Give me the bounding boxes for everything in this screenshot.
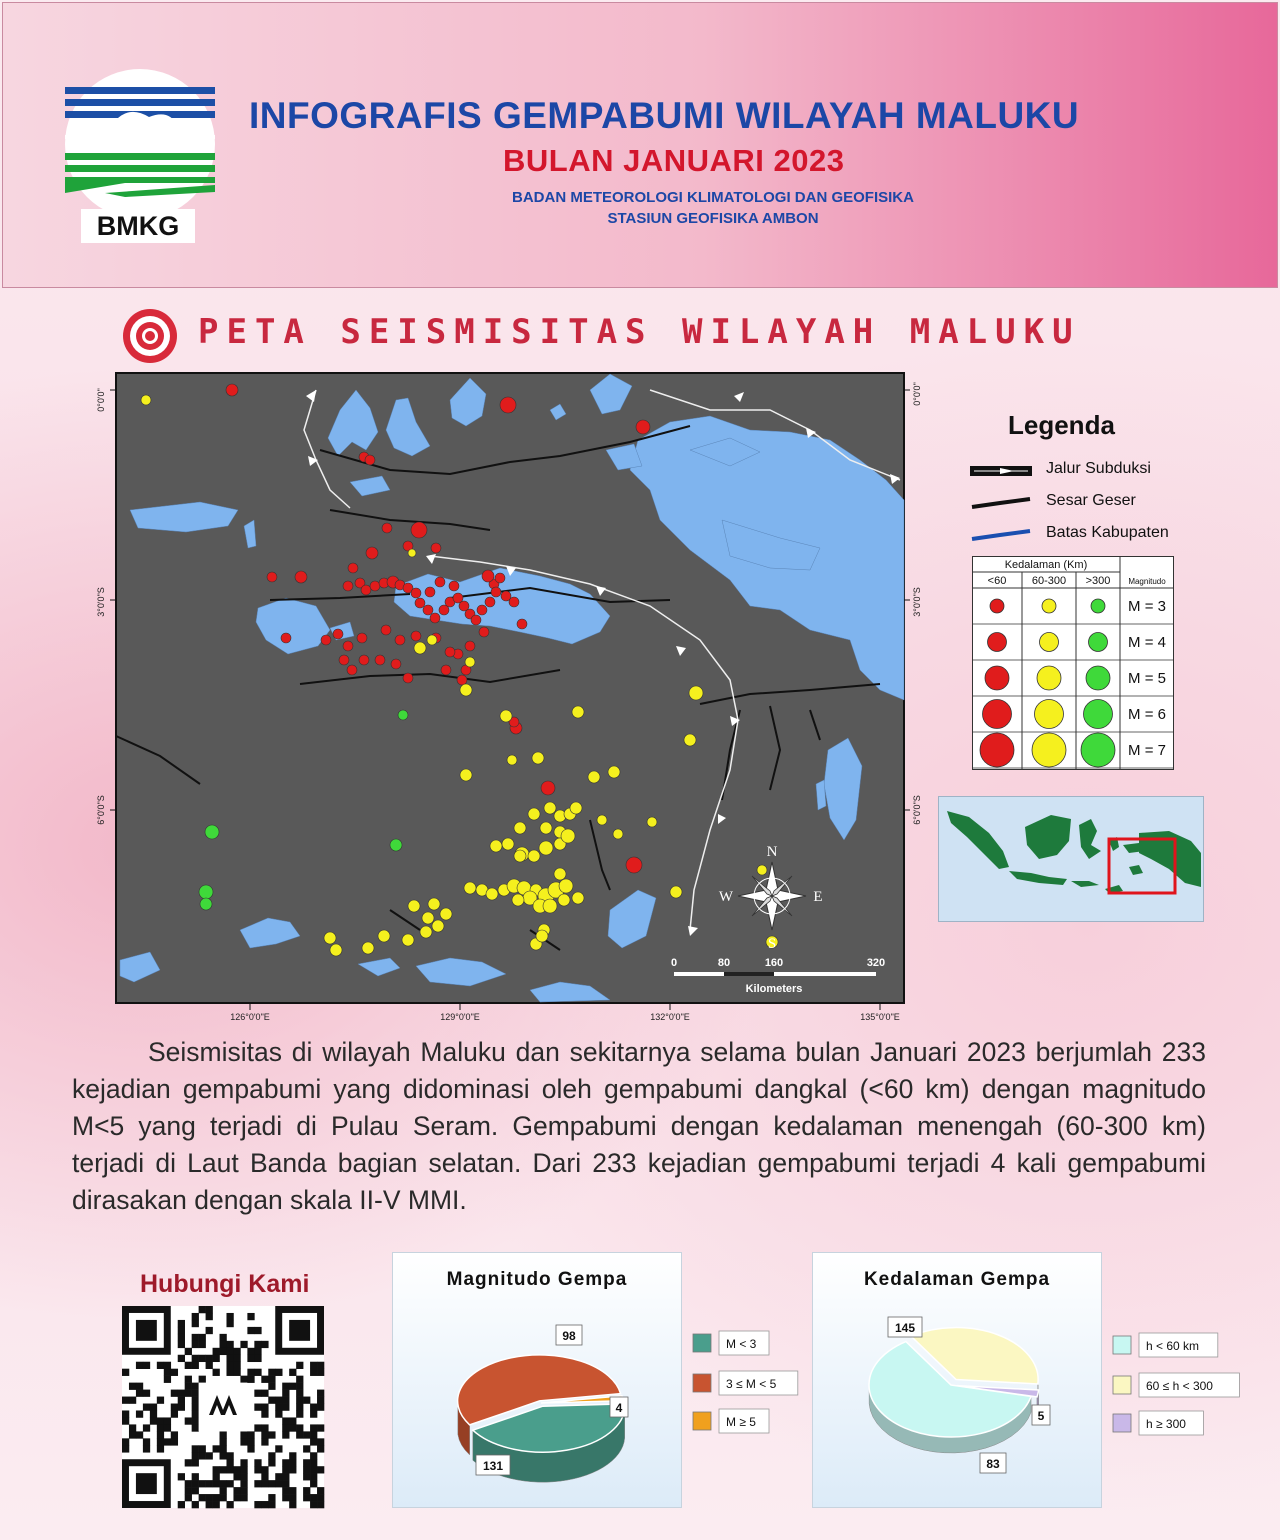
earthquake-marker <box>381 625 391 635</box>
earthquake-marker <box>588 771 600 783</box>
magnitude-symbol <box>985 666 1009 690</box>
earthquake-marker <box>441 665 451 675</box>
scale-tick: 0 <box>670 957 678 969</box>
depth-header: <60 <box>987 575 1007 587</box>
organization-name: BADAN METEOROLOGI KLIMATOLOGI DAN GEOFISIKA <box>512 189 914 206</box>
earthquake-marker <box>543 899 557 913</box>
earthquake-marker <box>395 635 405 645</box>
earthquake-marker <box>502 838 514 850</box>
magnitude-symbol <box>980 733 1014 767</box>
earthquake-marker <box>532 752 544 764</box>
pie-data-label: 4 <box>615 1401 623 1415</box>
magnitude-row-label: M = 4 <box>1128 634 1166 651</box>
page-subtitle: BULAN JANUARI 2023 <box>503 143 845 178</box>
earthquake-marker <box>636 420 650 434</box>
earthquake-marker <box>333 629 343 639</box>
earthquake-marker <box>528 850 540 862</box>
earthquake-marker <box>460 684 472 696</box>
earthquake-marker <box>226 384 238 396</box>
bmkg-logo-text: BMKG <box>81 209 195 243</box>
lon-label: 126°0'0"E <box>230 1012 270 1022</box>
earthquake-marker <box>431 543 441 553</box>
magnitude-symbol <box>990 599 1004 613</box>
earthquake-marker <box>509 597 519 607</box>
legend-label: 3 ≤ M < 5 <box>726 1377 777 1391</box>
earthquake-marker <box>544 802 556 814</box>
earthquake-marker <box>375 655 385 665</box>
earthquake-marker <box>382 523 392 533</box>
earthquake-marker <box>365 455 375 465</box>
earthquake-marker <box>415 598 425 608</box>
legend-swatch <box>693 1334 711 1352</box>
earthquake-marker <box>440 908 452 920</box>
legend-label: M < 3 <box>726 1337 757 1351</box>
earthquake-marker <box>465 641 475 651</box>
earthquake-marker <box>449 581 459 591</box>
legend-swatch <box>1113 1376 1131 1394</box>
magnitude-symbol <box>983 700 1012 729</box>
compass-w: W <box>718 889 734 905</box>
legend-label: h ≥ 300 <box>1146 1417 1186 1431</box>
magnitude-symbol <box>1091 599 1105 613</box>
earthquake-marker <box>359 655 369 665</box>
earthquake-marker <box>362 942 374 954</box>
depth-chart <box>812 1252 1213 1508</box>
earthquake-marker <box>757 865 767 875</box>
earthquake-marker <box>464 882 476 894</box>
earthquake-marker <box>428 898 440 910</box>
magnitude-symbol <box>1086 666 1110 690</box>
earthquake-marker <box>391 659 401 669</box>
earthquake-marker <box>485 597 495 607</box>
depth-header: 60-300 <box>1031 575 1067 587</box>
target-icon <box>120 306 180 366</box>
earthquake-marker <box>465 657 475 667</box>
lat-label-left: 0°0'0" <box>96 388 106 412</box>
earthquake-marker <box>500 397 516 413</box>
earthquake-marker <box>471 615 481 625</box>
magnitude-header: Magnitudo <box>1128 577 1166 586</box>
earthquake-marker <box>205 825 219 839</box>
earthquake-marker <box>517 619 527 629</box>
earthquake-marker <box>281 633 291 643</box>
lat-label-right: 0°0'0" <box>912 382 922 406</box>
magnitude-chart-title: Magnitudo Gempa <box>446 1269 628 1290</box>
earthquake-marker <box>558 894 570 906</box>
earthquake-marker <box>572 706 584 718</box>
earthquake-marker <box>490 840 502 852</box>
earthquake-marker <box>378 930 390 942</box>
magnitude-symbol <box>1035 700 1064 729</box>
earthquake-marker <box>572 892 584 904</box>
earthquake-marker <box>411 588 421 598</box>
earthquake-marker <box>420 926 432 938</box>
scale-tick: 80 <box>717 957 731 969</box>
magnitude-symbol <box>1040 633 1059 652</box>
legend-swatch <box>1113 1414 1131 1432</box>
earthquake-marker <box>295 571 307 583</box>
earthquake-marker <box>390 839 402 851</box>
lon-label: 135°0'0"E <box>860 1012 900 1022</box>
earthquake-marker <box>199 885 213 899</box>
earthquake-marker <box>422 912 434 924</box>
earthquake-marker <box>528 808 540 820</box>
magnitude-chart <box>392 1252 777 1508</box>
earthquake-marker <box>479 627 489 637</box>
earthquake-marker <box>541 781 555 795</box>
earthquake-marker <box>435 577 445 587</box>
earthquake-marker <box>200 898 212 910</box>
earthquake-marker <box>554 868 566 880</box>
seismicity-map <box>90 370 940 1030</box>
earthquake-marker <box>486 888 498 900</box>
compass-s: S <box>767 936 777 952</box>
lat-label-left: 6°0'0"S <box>96 795 106 825</box>
earthquake-marker <box>402 934 414 946</box>
earthquake-marker <box>491 587 501 597</box>
earthquake-marker <box>425 587 435 597</box>
legend-boundary-label: Batas Kabupaten <box>1046 524 1169 541</box>
earthquake-marker <box>339 655 349 665</box>
earthquake-marker <box>411 631 421 641</box>
earthquake-marker <box>324 932 336 944</box>
pie-data-label: 131 <box>482 1459 504 1473</box>
magnitude-depth-legend <box>972 556 1174 770</box>
legend-swatch <box>1113 1336 1131 1354</box>
earthquake-marker <box>361 585 371 595</box>
legend-swatch <box>693 1412 711 1430</box>
earthquake-marker <box>495 573 505 583</box>
earthquake-marker <box>500 710 512 722</box>
pie-data-label: 83 <box>986 1457 1000 1471</box>
legend-title: Legenda <box>1008 410 1115 440</box>
earthquake-marker <box>512 894 524 906</box>
compass-e: E <box>813 889 823 905</box>
earthquake-marker <box>670 886 682 898</box>
earthquake-marker <box>684 734 696 746</box>
earthquake-marker <box>432 920 444 932</box>
earthquake-marker <box>348 563 358 573</box>
page-title: INFOGRAFIS GEMPABUMI WILAYAH MALUKU <box>249 95 1080 136</box>
earthquake-marker <box>321 635 331 645</box>
earthquake-marker <box>559 879 573 893</box>
earthquake-marker <box>398 710 408 720</box>
magnitude-symbol <box>1042 599 1056 613</box>
earthquake-marker <box>411 522 427 538</box>
earthquake-marker <box>366 547 378 559</box>
depth-chart-title: Kedalaman Gempa <box>863 1269 1051 1290</box>
lat-label-left: 3°0'0"S <box>96 587 106 617</box>
lon-label: 129°0'0"E <box>440 1012 480 1022</box>
depth-header: >300 <box>1085 575 1111 587</box>
earthquake-marker <box>540 822 552 834</box>
earthquake-marker <box>427 635 437 645</box>
earthquake-marker <box>357 633 367 643</box>
magnitude-row-label: M = 3 <box>1128 598 1166 615</box>
earthquake-marker <box>267 572 277 582</box>
lat-label-right: 3°0'0"S <box>912 587 922 617</box>
scale-tick: 160 <box>764 957 784 969</box>
pie-data-label: 145 <box>894 1321 916 1335</box>
station-name: STASIUN GEOFISIKA AMBON <box>607 210 819 227</box>
contact-title[interactable]: Hubungi Kami <box>140 1270 310 1298</box>
pie-data-label: 98 <box>562 1329 576 1343</box>
description-paragraph <box>72 1034 1206 1219</box>
magnitude-symbol <box>988 633 1007 652</box>
header-banner <box>2 2 1278 288</box>
magnitude-symbol <box>1084 700 1113 729</box>
earthquake-marker <box>647 817 657 827</box>
scale-unit: Kilometers <box>745 983 803 995</box>
earthquake-marker <box>514 850 526 862</box>
magnitude-symbol <box>1032 733 1066 767</box>
earthquake-marker <box>507 755 517 765</box>
magnitude-symbol <box>1089 633 1108 652</box>
earthquake-marker <box>608 766 620 778</box>
pie-data-label: 5 <box>1037 1409 1045 1423</box>
earthquake-marker <box>403 673 413 683</box>
legend-label: M ≥ 5 <box>726 1415 756 1429</box>
section-title: PETA SEISMISITAS WILAYAH MALUKU <box>198 312 1081 352</box>
earthquake-marker <box>347 665 357 675</box>
earthquake-marker <box>570 802 582 814</box>
legend-subduction-label: Jalur Subduksi <box>1046 460 1151 477</box>
earthquake-marker <box>445 647 455 657</box>
magnitude-row-label: M = 5 <box>1128 670 1166 687</box>
legend-label: 60 ≤ h < 300 <box>1146 1379 1213 1393</box>
description-text: Seismisitas di wilayah Maluku dan sekitarnya selama bulan Januari 2023 berjumlah 233 kejadian gempabumi yang didominasi oleh gempabumi dangkal (<60 km) dengan magnitudo M<5 yang terjadi di Pulau Seram. Gempabumi dengan kedalaman menengah (60-300 km) terjadi di Laut Banda bagian selatan. Dari 233 kejadian gempabumi terjadi 4 kali gempabumi dirasakan dengan skala II-V MMI. <box>72 1037 1206 1215</box>
earthquake-marker <box>477 605 487 615</box>
legend-swatch <box>693 1374 711 1392</box>
earthquake-marker <box>539 841 553 855</box>
lon-axis-labels <box>230 1012 900 1022</box>
scale-tick: 320 <box>866 957 886 969</box>
compass-n: N <box>766 844 778 860</box>
earthquake-marker <box>414 642 426 654</box>
legend-fault-label: Sesar Geser <box>1046 492 1136 509</box>
earthquake-marker <box>408 900 420 912</box>
earthquake-marker <box>613 829 623 839</box>
earthquake-marker <box>343 581 353 591</box>
earthquake-marker <box>482 570 494 582</box>
indonesia-inset-map <box>938 796 1204 922</box>
earthquake-marker <box>457 675 467 685</box>
earthquake-marker <box>141 395 151 405</box>
magnitude-symbol <box>1081 733 1115 767</box>
earthquake-marker <box>514 822 526 834</box>
lon-label: 132°0'0"E <box>650 1012 690 1022</box>
earthquake-marker <box>423 605 433 615</box>
qr-code[interactable] <box>122 1306 324 1508</box>
legend-label: h < 60 km <box>1146 1339 1200 1353</box>
earthquake-marker <box>597 815 607 825</box>
earthquake-marker <box>343 641 353 651</box>
lat-label-right: 6°0'0"S <box>912 795 922 825</box>
earthquake-marker <box>626 857 642 873</box>
bmkg-logo <box>65 69 215 219</box>
earthquake-marker <box>536 930 548 942</box>
earthquake-marker <box>689 686 703 700</box>
earthquake-marker <box>370 581 380 591</box>
magnitude-symbol <box>1037 666 1061 690</box>
magnitude-row-label: M = 7 <box>1128 742 1166 759</box>
earthquake-marker <box>330 944 342 956</box>
earthquake-marker <box>408 549 416 557</box>
earthquake-marker <box>561 829 575 843</box>
legend-table-title: Kedalaman (Km) <box>1004 559 1088 571</box>
magnitude-row-label: M = 6 <box>1128 706 1166 723</box>
earthquake-marker <box>460 769 472 781</box>
earthquake-marker <box>430 613 440 623</box>
